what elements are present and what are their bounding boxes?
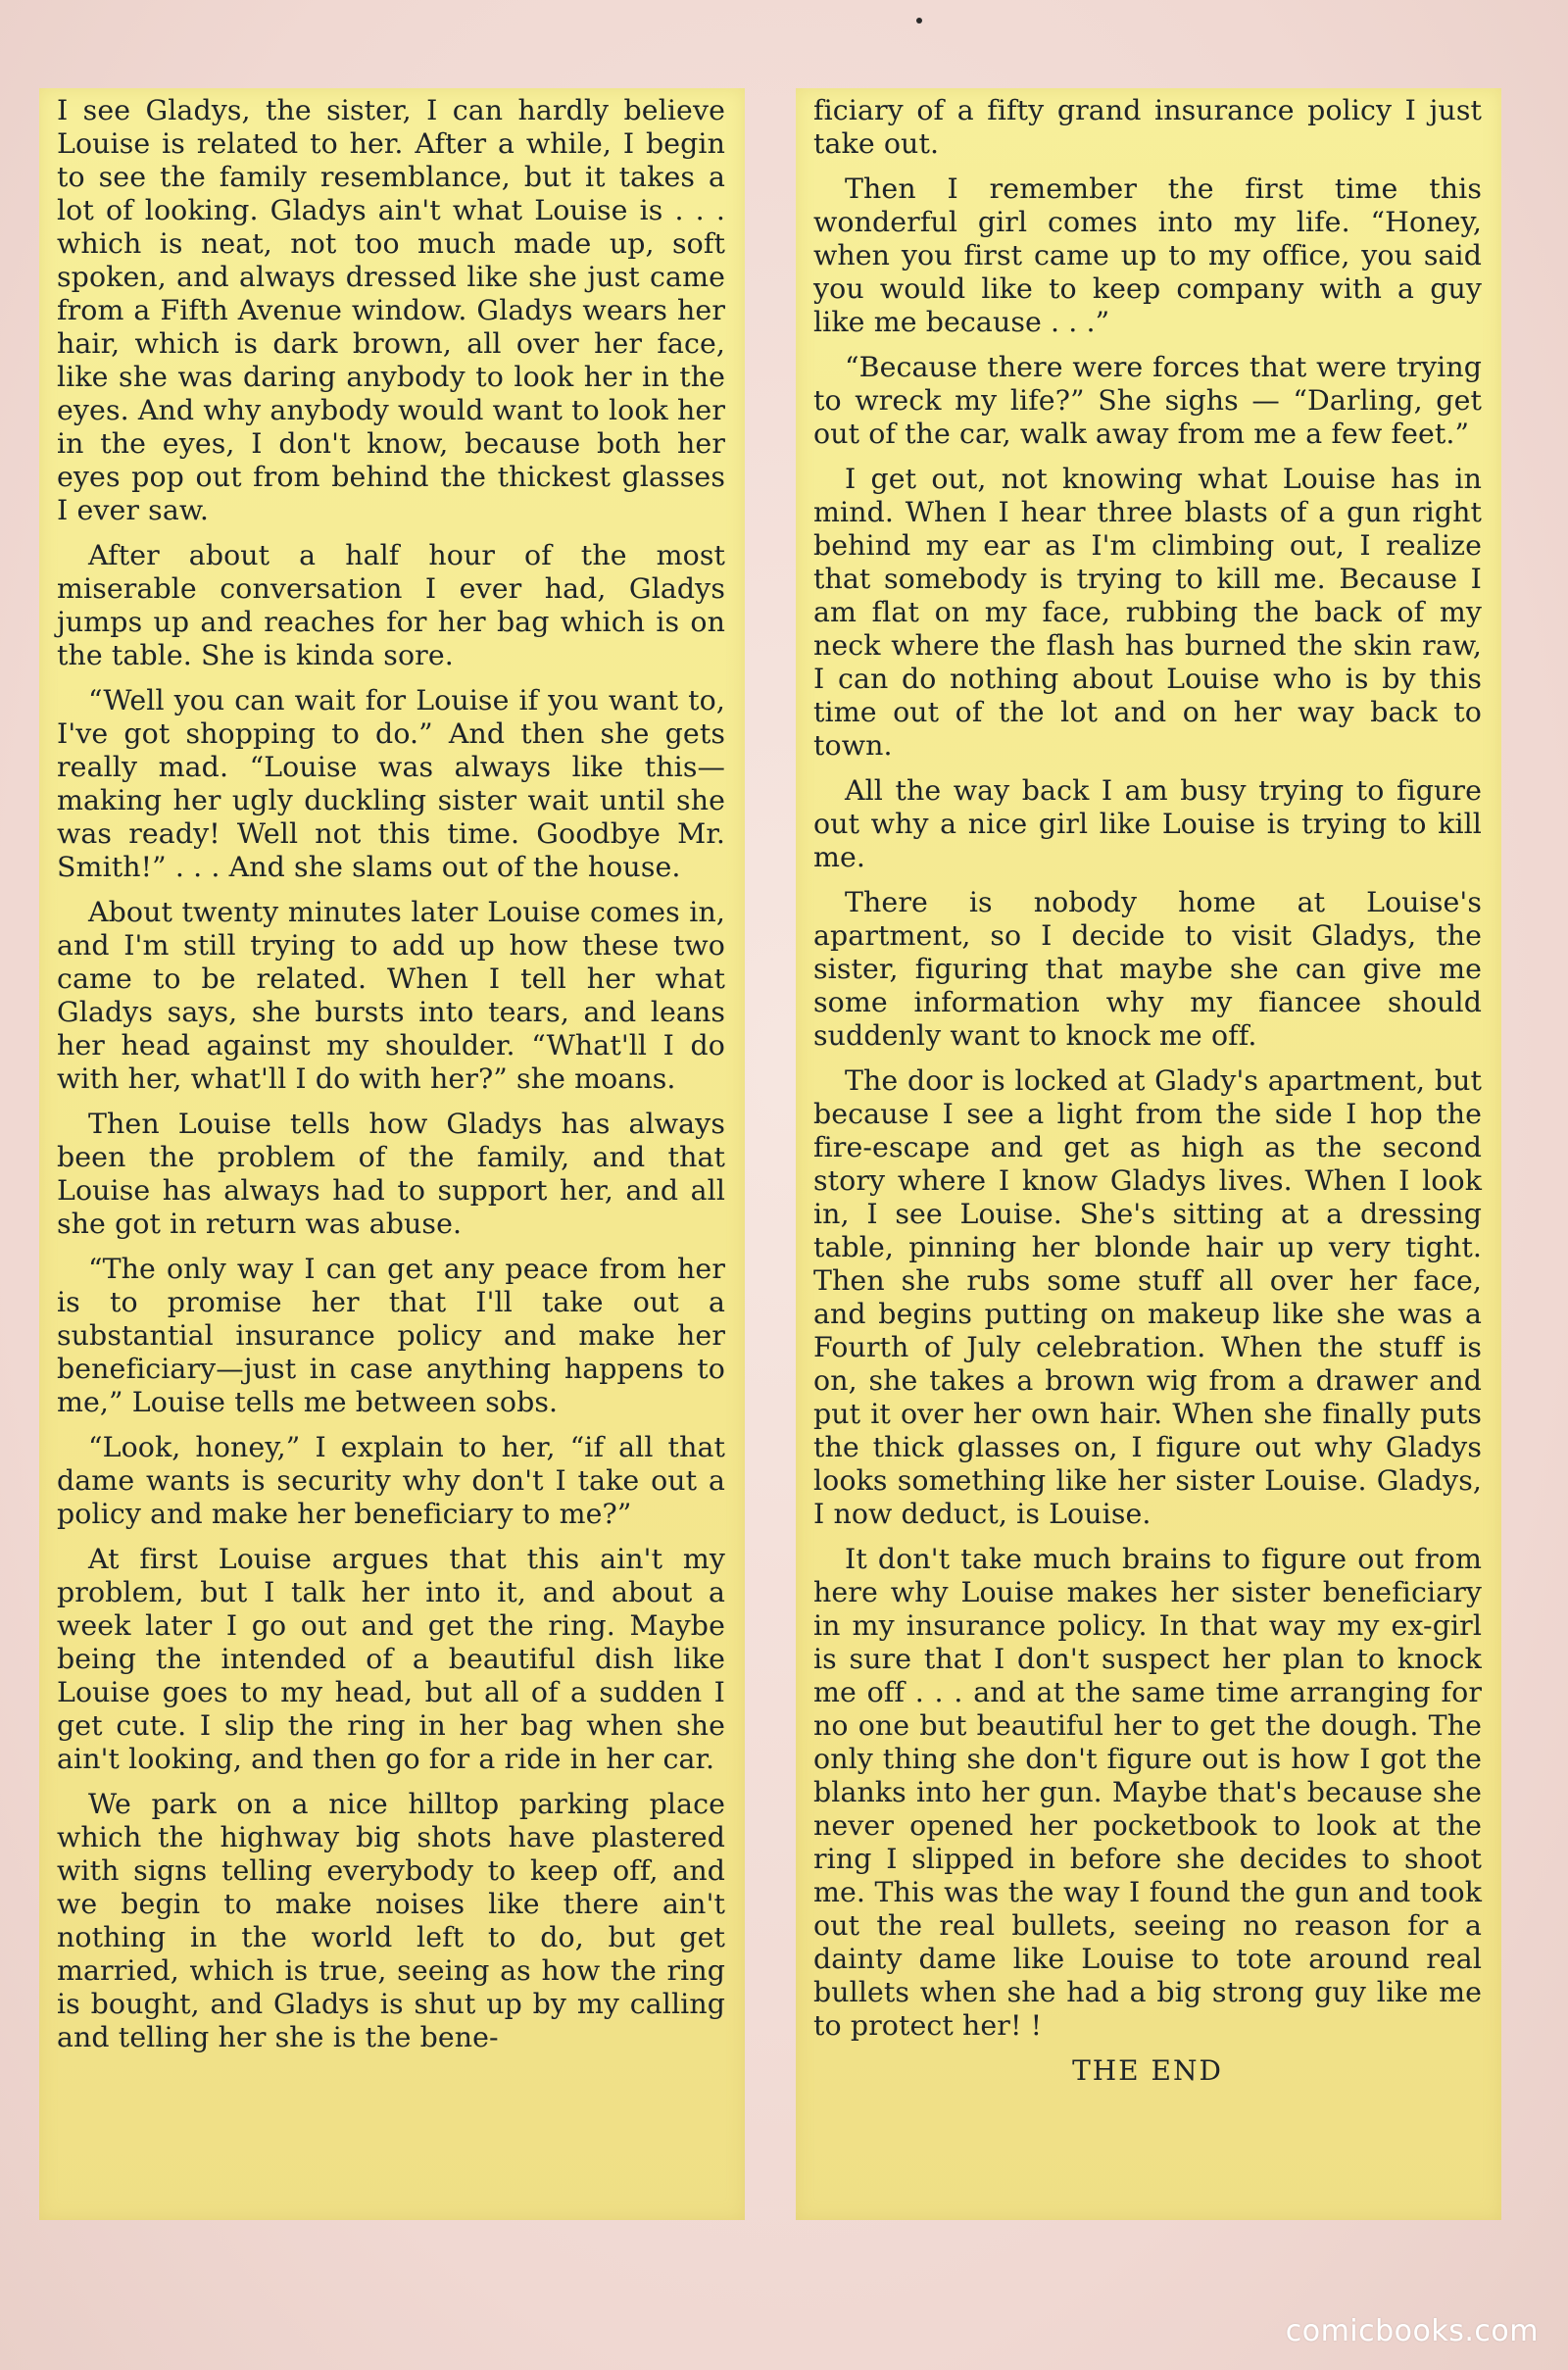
paragraph: “Because there were forces that were trying to wreck my life?” She sighs — “Darling, get out of the car, walk away from me a few feet.” [813, 351, 1482, 450]
paragraph: We park on a nice hilltop parking place which the highway big shots have plastered with signs telling everybody to keep off, and we begin to make noises like there ain't nothing in the world left to do, but get married, which is true, seeing as how the ring is bought, and Gladys is shut up by my calling and telling her she is the bene- [57, 1788, 725, 2053]
paragraph: I get out, not knowing what Louise has in mind. When I hear three blasts of a gun right behind my ear as I'm climbing out, I realize that somebody is trying to kill me. Because I am flat on my face, rubbing the back of my neck where the flash has burned the skin raw, I can do nothing about Louise who is by this time out of the lot and on her way back to town. [813, 463, 1482, 762]
paragraph: All the way back I am busy trying to figure out why a nice girl like Louise is trying to kill me. [813, 774, 1482, 873]
print-speck [916, 18, 922, 24]
paragraph: I see Gladys, the sister, I can hardly believe Louise is related to her. After a while, I begin to see the family resemblance, but it takes a lot of looking. Gladys ain't what Louise is . . . which is neat, not too much made up, soft spoken, and always dressed like she just came from a Fifth Avenue window. Gladys wears her hair, which is dark brown, all over her face, like she was daring anybody to look her in the eyes. And why anybody would want to look her in the eyes, I don't know, because both her eyes pop out from behind the thickest glasses I ever saw. [57, 94, 725, 526]
paragraph: After about a half hour of the most miserable conversation I ever had, Gladys jumps up and reaches for her bag which is on the table. She is kinda sore. [57, 539, 725, 671]
paragraph: The door is locked at Glady's apartment, but because I see a light from the side I hop the fire-escape and get as high as the second story where I know Gladys lives. When I look in, I see Louise. She's sitting at a dressing table, pinning her blonde hair up very tight. Then she rubs some stuff all over her face, and begins putting on makeup like she was a Fourth of July celebration. When the stuff is on, she takes a brown wig from a drawer and put it over her own hair. When she finally puts the thick glasses on, I figure out why Gladys looks something like her sister Louise. Gladys, I now deduct, is Louise. [813, 1064, 1482, 1530]
paragraph: Then I remember the first time this wonderful girl comes into my life. “Honey, when you first came up to my office, you said you would like to keep company with a guy like me because . . .” [813, 173, 1482, 338]
paragraph: At first Louise argues that this ain't my problem, but I talk her into it, and about a week later I go out and get the ring. Maybe being the intended of a beautiful dish like Louise goes to my head, but all of a sudden I get cute. I slip the ring in her bag when she ain't looking, and then go for a ride in her car. [57, 1543, 725, 1775]
paragraph: There is nobody home at Louise's apartment, so I decide to visit Gladys, the sister, figuring that maybe she can give me some information why my fiancee should suddenly want to knock me off. [813, 886, 1482, 1052]
paragraph: ficiary of a fifty grand insurance policy I just take out. [813, 94, 1482, 160]
site-watermark: comicbooks.com [1285, 2314, 1539, 2348]
the-end-label: THE END [1072, 2054, 1223, 2087]
left-text-column [39, 88, 745, 2220]
paragraph: “The only way I can get any peace from her is to promise her that I'll take out a substantial insurance policy and make her beneficiary—just in case anything happens to me,” Louise tells me between sobs. [57, 1253, 725, 1418]
paragraph: It don't take much brains to figure out from here why Louise makes her sister beneficiary in my insurance policy. In that way my ex-girl is sure that I don't suspect her plan to knock me off . . . and at the same time arranging for no one but beautiful her to get the dough. The only thing she don't figure out is how I got the blanks into her gun. Maybe that's because she never opened her pocketbook to look at the ring I slipped in before she decides to shoot me. This was the way I found the gun and took out the real bullets, seeing no reason for a dainty dame like Louise to tote around real bullets when she had a big strong guy like me to protect her! ! [813, 1543, 1482, 2042]
paragraph: About twenty minutes later Louise comes in, and I'm still trying to add up how these two came to be related. When I tell her what Gladys says, she bursts into tears, and leans her head against my shoulder. “What'll I do with her, what'll I do with her?” she moans. [57, 896, 725, 1095]
right-text-column [796, 88, 1501, 2220]
paragraph: Then Louise tells how Gladys has always been the problem of the family, and that Louise has always had to support her, and all she got in return was abuse. [57, 1108, 725, 1240]
paragraph: “Look, honey,” I explain to her, “if all that dame wants is security why don't I take out a policy and make her beneficiary to me?” [57, 1431, 725, 1530]
paragraph: “Well you can wait for Louise if you want to, I've got shopping to do.” And then she gets really mad. “Louise was always like this—making her ugly duckling sister wait until she was ready! Well not this time. Goodbye Mr. Smith!” . . . And she slams out of the house. [57, 684, 725, 883]
